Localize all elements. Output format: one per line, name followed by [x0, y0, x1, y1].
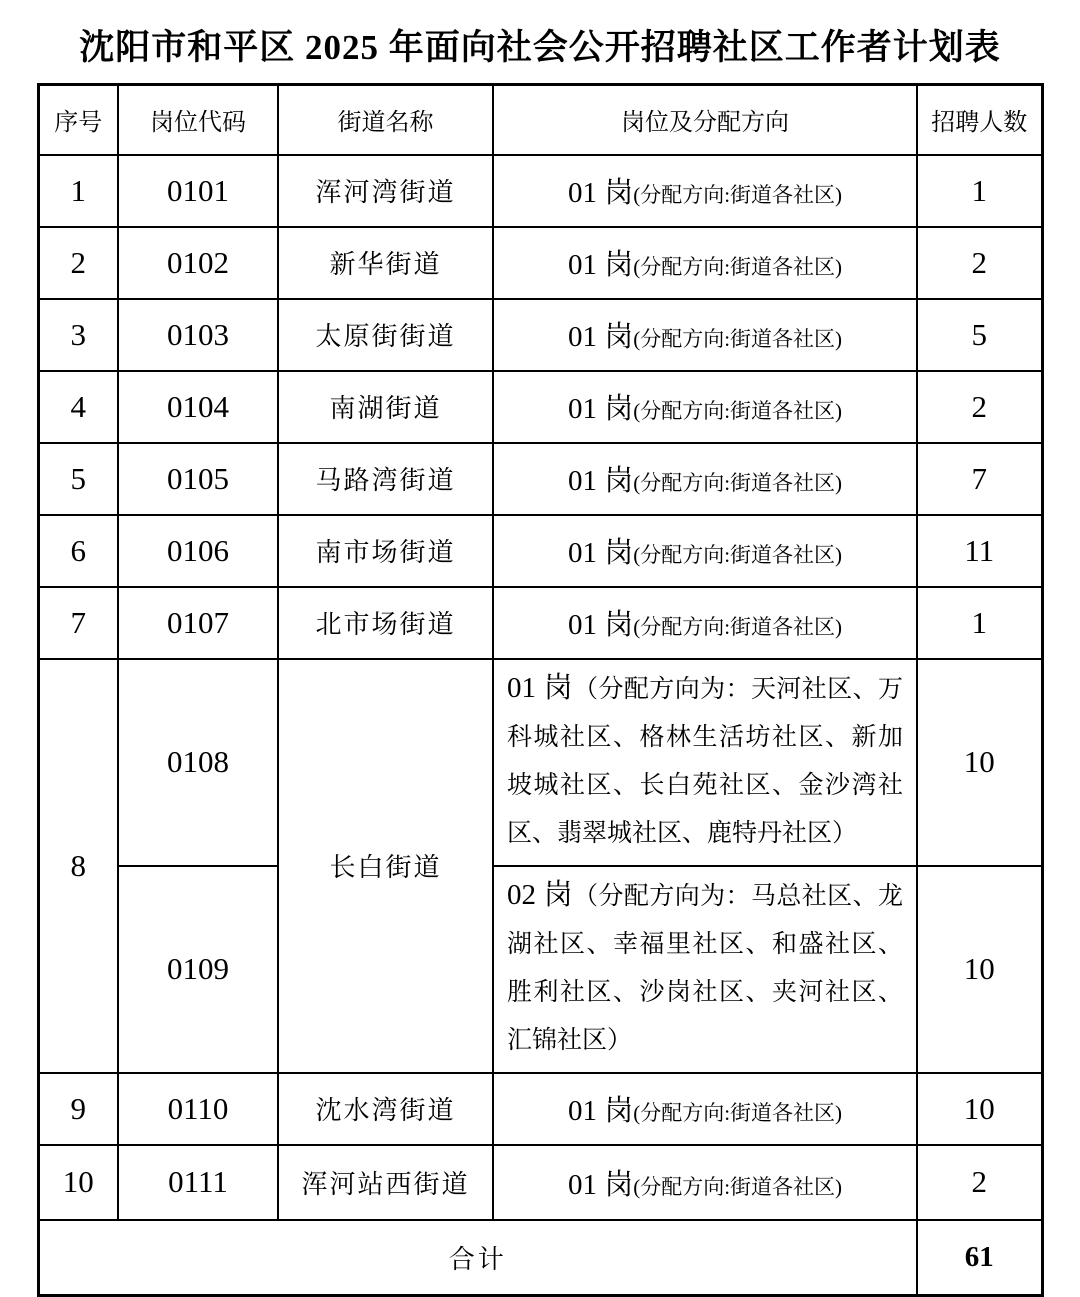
- cell-code: 0107: [118, 587, 278, 659]
- cell-seq: 7: [38, 587, 118, 659]
- position-detail: (分配方向:街道各社区): [633, 183, 843, 207]
- cell-seq: 10: [38, 1145, 118, 1220]
- position-code: 01 岗: [567, 321, 634, 353]
- cell-position: [493, 1145, 917, 1220]
- cell-street: 南湖街道: [278, 371, 493, 443]
- cell-position: [493, 515, 917, 587]
- cell-seq: 4: [38, 371, 118, 443]
- position-detail: (分配方向:街道各社区): [633, 399, 843, 423]
- position-detail: (分配方向:街道各社区): [633, 1101, 843, 1125]
- cell-code: 0111: [118, 1145, 278, 1220]
- position-detail: （分配方向为：天河社区、万科城社区、格林生活坊社区、新加坡城社区、长白苑社区、金沙湾社区、翡翠城社区、鹿特丹社区）: [507, 675, 903, 847]
- cell-seq: 5: [38, 443, 118, 515]
- header-seq: 序号: [38, 85, 118, 155]
- position-code: 01 岗: [567, 249, 634, 281]
- cell-code: 0103: [118, 299, 278, 371]
- cell-street: 太原街街道: [278, 299, 493, 371]
- table-row-6: [38, 515, 1042, 587]
- cell-street: 长白街道: [278, 659, 493, 1073]
- header-street: 街道名称: [278, 85, 493, 155]
- cell-code: 0106: [118, 515, 278, 587]
- cell-count: 5: [917, 299, 1042, 371]
- cell-count: 2: [917, 371, 1042, 443]
- position-code: 01 岗: [567, 465, 634, 497]
- cell-count: 2: [917, 227, 1042, 299]
- cell-street: 南市场街道: [278, 515, 493, 587]
- cell-count: 10: [917, 1073, 1042, 1145]
- page-title: 沈阳市和平区 2025 年面向社会公开招聘社区工作者计划表: [79, 28, 1001, 67]
- position-code: 01 岗: [567, 393, 634, 425]
- cell-seq: 8: [38, 659, 118, 1073]
- position-detail: (分配方向:街道各社区): [633, 327, 843, 351]
- cell-code: 0104: [118, 371, 278, 443]
- position-code: 01 岗: [567, 537, 634, 569]
- cell-count: 7: [917, 443, 1042, 515]
- position-detail: (分配方向:街道各社区): [633, 255, 843, 279]
- table-row-8-sub-0108: [38, 659, 1042, 866]
- table-header-row: [38, 85, 1042, 155]
- total-label: 合计: [38, 1220, 917, 1296]
- cell-position: [493, 866, 917, 1073]
- table-row-9: [38, 1073, 1042, 1145]
- cell-count: 1: [917, 155, 1042, 227]
- cell-position: [493, 155, 917, 227]
- cell-position: [493, 299, 917, 371]
- table-total-row: [38, 1220, 1042, 1296]
- cell-position: [493, 443, 917, 515]
- cell-code: 0105: [118, 443, 278, 515]
- position-detail: (分配方向:街道各社区): [633, 615, 843, 639]
- position-detail: (分配方向:街道各社区): [633, 471, 843, 495]
- cell-position: [493, 227, 917, 299]
- position-code: 01 岗: [507, 671, 574, 704]
- position-detail: (分配方向:街道各社区): [633, 543, 843, 567]
- cell-seq: 2: [38, 227, 118, 299]
- table-row-2: [38, 227, 1042, 299]
- table-row-5: [38, 443, 1042, 515]
- cell-street: 浑河湾街道: [278, 155, 493, 227]
- cell-code: 0101: [118, 155, 278, 227]
- cell-seq: 9: [38, 1073, 118, 1145]
- cell-count: 10: [917, 659, 1042, 866]
- cell-street: 沈水湾街道: [278, 1073, 493, 1145]
- position-code: 01 岗: [567, 1168, 634, 1201]
- cell-count: 10: [917, 866, 1042, 1073]
- cell-position: [493, 371, 917, 443]
- cell-position: [493, 659, 917, 866]
- cell-street: 新华街道: [278, 227, 493, 299]
- header-position: 岗位及分配方向: [493, 85, 917, 155]
- cell-count: 11: [917, 515, 1042, 587]
- table-row-7: [38, 587, 1042, 659]
- total-count: 61: [917, 1220, 1042, 1296]
- position-code: 01 岗: [567, 609, 634, 641]
- cell-street: 北市场街道: [278, 587, 493, 659]
- cell-position: [493, 1073, 917, 1145]
- header-count: 招聘人数: [917, 85, 1042, 155]
- position-code: 01 岗: [567, 1095, 634, 1127]
- recruitment-plan-table: [37, 83, 1044, 1297]
- table-row-10: [38, 1145, 1042, 1220]
- cell-code: 0102: [118, 227, 278, 299]
- cell-street: 马路湾街道: [278, 443, 493, 515]
- cell-seq: 6: [38, 515, 118, 587]
- cell-seq: 1: [38, 155, 118, 227]
- cell-street: 浑河站西街道: [278, 1145, 493, 1220]
- table-row-1: [38, 155, 1042, 227]
- cell-count: 2: [917, 1145, 1042, 1220]
- table-row-3: [38, 299, 1042, 371]
- cell-position: [493, 587, 917, 659]
- position-code: 02 岗: [507, 878, 574, 911]
- cell-code: 0109: [118, 866, 278, 1073]
- cell-code: 0108: [118, 659, 278, 866]
- position-code: 01 岗: [567, 177, 634, 209]
- position-detail: (分配方向:街道各社区): [633, 1174, 843, 1199]
- cell-count: 1: [917, 587, 1042, 659]
- header-code: 岗位代码: [118, 85, 278, 155]
- table-row-4: [38, 371, 1042, 443]
- cell-seq: 3: [38, 299, 118, 371]
- position-detail: （分配方向为：马总社区、龙湖社区、幸福里社区、和盛社区、胜利社区、沙岗社区、夹河社区、汇锦社区）: [507, 882, 903, 1054]
- table-row-8-sub-0109: [38, 866, 1042, 1073]
- cell-code: 0110: [118, 1073, 278, 1145]
